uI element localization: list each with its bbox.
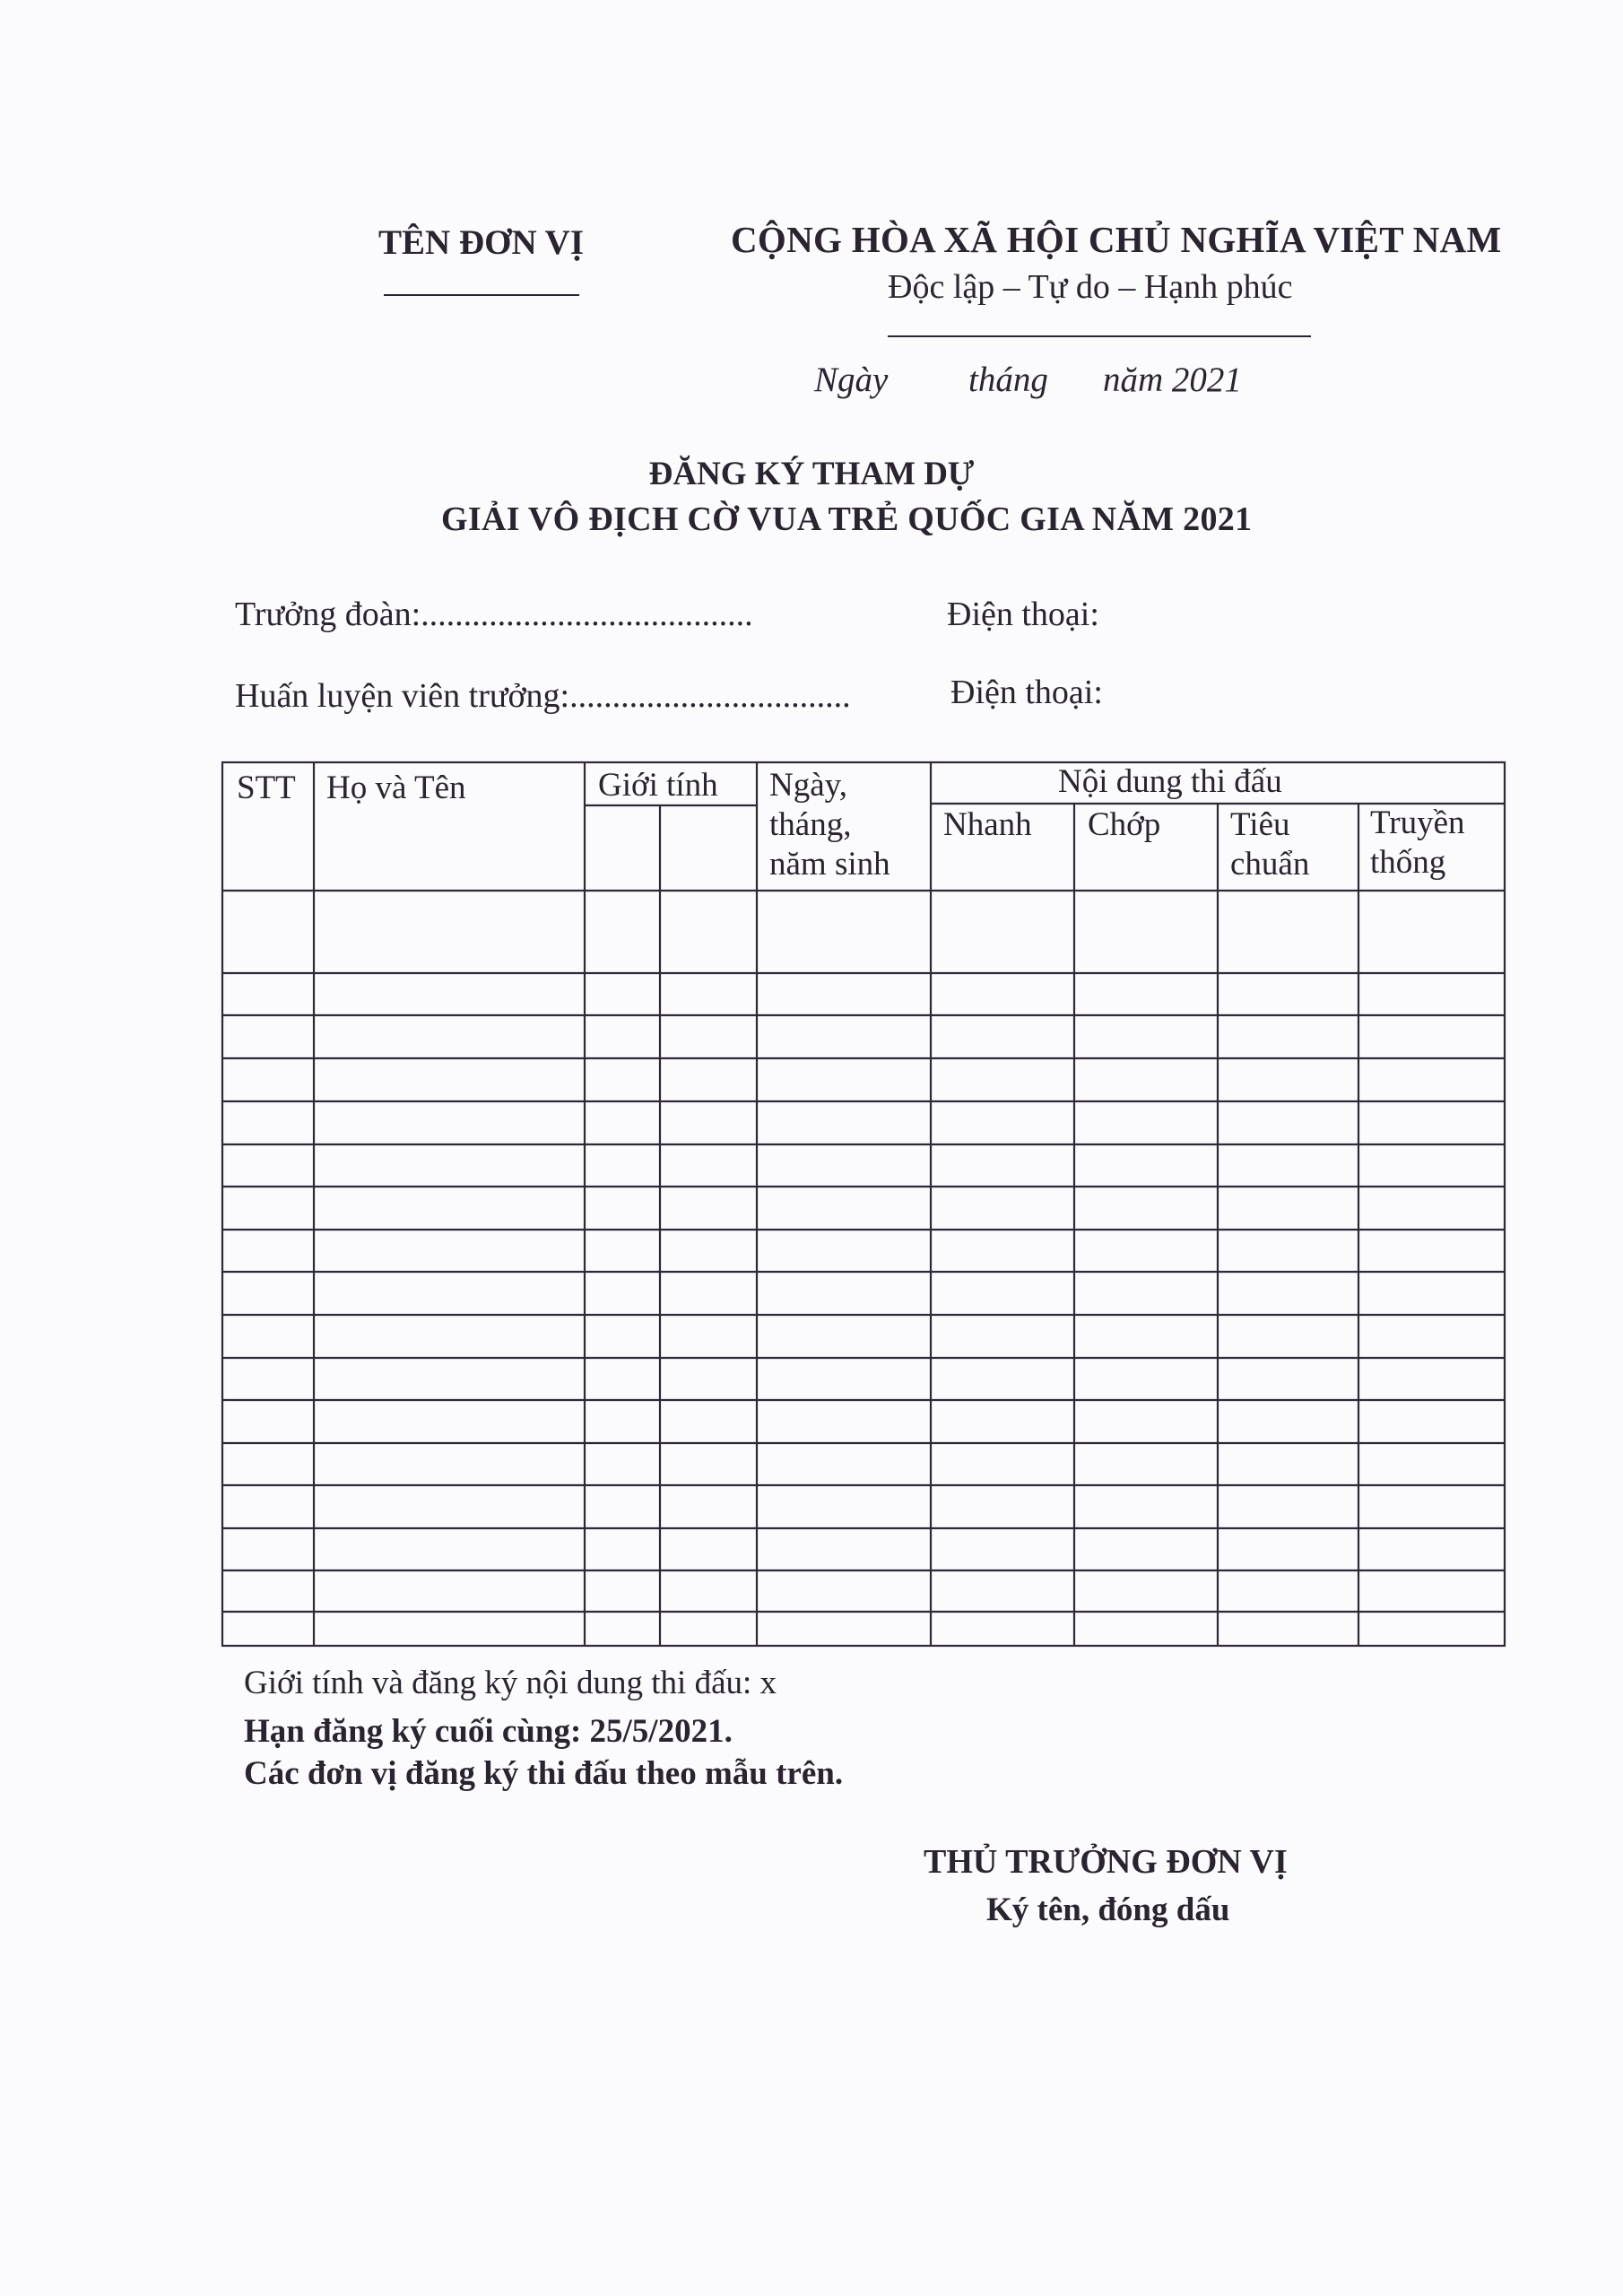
signature-subtitle: Ký tên, đóng dấu xyxy=(986,1892,1230,1928)
col-traditional-line2: thống xyxy=(1370,844,1446,881)
col-dob-line1: Ngày, xyxy=(769,767,847,804)
title-register: ĐĂNG KÝ THAM DỰ xyxy=(648,456,975,492)
col-name: Họ và Tên xyxy=(326,770,466,806)
table-border xyxy=(222,762,1505,1646)
country-name: CỘNG HÒA XÃ HỘI CHỦ NGHĨA VIỆT NAM xyxy=(731,219,1502,260)
phone-label-2: Điện thoại: xyxy=(950,674,1103,711)
col-dob-line3: năm sinh xyxy=(769,846,890,883)
phone-label-1: Điện thoại: xyxy=(947,596,1099,633)
team-leader-field: Trưởng đoàn:....................................... xyxy=(235,596,753,633)
note-deadline: Hạn đăng ký cuối cùng: 25/5/2021. xyxy=(244,1713,733,1750)
unit-name: TÊN ĐƠN VỊ xyxy=(378,223,584,262)
col-gender: Giới tính xyxy=(598,767,718,804)
signature-title: THỦ TRƯỞNG ĐƠN VỊ xyxy=(924,1843,1288,1881)
col-rapid: Nhanh xyxy=(943,806,1032,843)
date-year: năm 2021 xyxy=(1103,361,1242,399)
head-coach-field: Huấn luyện viên trưởng:................................. xyxy=(235,677,851,715)
col-stt: STT xyxy=(237,770,296,806)
col-standard-line1: Tiêu xyxy=(1230,806,1290,843)
col-blitz: Chớp xyxy=(1088,806,1161,843)
date-month: tháng xyxy=(968,361,1048,399)
title-tournament: GIẢI VÔ ĐỊCH CỜ VUA TRẺ QUỐC GIA NĂM 2021 xyxy=(441,500,1253,538)
note-template: Các đơn vị đăng ký thi đấu theo mẫu trên. xyxy=(244,1755,844,1792)
motto: Độc lập – Tự do – Hạnh phúc xyxy=(888,268,1293,306)
col-standard-line2: chuẩn xyxy=(1230,846,1310,883)
note-mark: Giới tính và đăng ký nội dung thi đấu: x xyxy=(244,1665,777,1701)
col-dob-line2: tháng, xyxy=(769,806,852,843)
date-day: Ngày xyxy=(814,361,889,399)
col-traditional-line1: Truyền xyxy=(1370,804,1465,841)
col-events: Nội dung thi đấu xyxy=(1058,763,1282,800)
